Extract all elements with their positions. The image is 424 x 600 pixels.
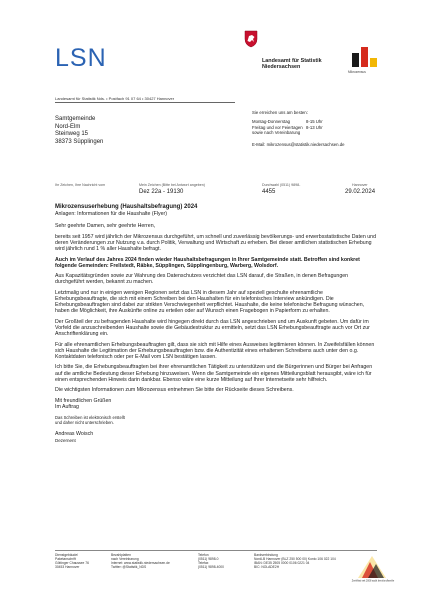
footer-divider [55,550,377,551]
attachment-note: Anlagen: Informationen für die Haushalte (Flyer) [55,211,168,218]
audit-badge-icon [351,552,395,583]
mikrozensus-logo [352,45,378,67]
contact-hours: Sie erreichen uns am besten: Montag-Donnerstag 8-15 Uhr Freitag und vor Feiertagen 8-13 Uhr sowie nach Vereinbarung E-Mail: mikrozensus@statistik.niedersachsen.de [252,110,345,147]
salutation: Sehr geehrte Damen, sehr geehrte Herren, [55,223,156,230]
bar-gold [370,58,377,67]
svg-text:Zertifikat seit 2008 audit ber: Zertifikat seit 2008 audit berufundfamilie [351,579,395,583]
footer-bank: Bankverbindung NordLB Hannover (BLZ 250 500 00) Konto 106 022 104 IBAN: DE35 2505 0000 0106 0221 04 BIC: NOLADE2H [254,553,336,570]
paragraph: Der Großteil der zu befragenden Haushalte wird hingegen direkt durch das LSN angeschrieben und um Auskunft gebeten. Um dafür im Vorfeld die anzuschreibenden Haushalte sowie die Gebäudestruktur zu ermitteln, setzt das LSN Erhebungsbeauftragte auch vor Ort zur Anschriftenklärung ein. [55,318,370,338]
paragraph: Letztmalig und nur in einigen wenigen Regionen setzt das LSN in diesem Jahr auf speziell geschulte ehrenamtliche Erhebungsbeauftragte, die sich mit einem Schreiben bei den Haushalten für ein telefonisches Interview ankündigen. Die Erhebungsbeauftragten sind dabei zur strikten Verschwiegenheit verpflichtet. Haushalte, die keine telefonische Befragung wünschen, haben die Möglichkeit, ihre Auskünfte online zu erteilen oder auf Wunsch einen Fragebogen in Papierform zu erhalten. [55,289,365,315]
phone-label: Durchwahl (0511) 9898- [262,183,301,187]
your-ref-label: Ihr Zeichen, Ihre Nachricht vom [55,183,106,187]
lsn-logo: LSN [55,44,107,72]
letter-subject: Mikrozensuserhebung (Haushaltsbefragung) 2024 [55,204,198,210]
phone-value: 4455 [262,189,276,195]
contact-email[interactable]: E-Mail: mikrozensus@statistik.niedersachsen.de [252,141,345,147]
hours-row: sowie nach Vereinbarung [252,130,301,136]
bar-black [352,53,359,67]
footer-address: Dienstgebäude/ Paketanschrift Göttinger Chaussee 76 30453 Hannover [55,553,89,570]
paragraph: Die wichtigsten Informationen zum Mikrozensus entnehmen Sie bitte der Rückseite dieses Schreibens. [55,387,294,394]
institution-name: Landesamt für Statistik Niedersachsen [262,58,322,71]
paragraph-highlight: Auch im Verlauf des Jahres 2024 finden wieder Haushaltsbefragungen in Ihrer Samtgemeinde statt. Betroffen sind konkret folgende Gemeinden: Frellstedt, Räbke, Süpplingen, Süpplingenburg, Warberg, Wolsdorf. [55,256,360,269]
mikrozensus-label: Mikrozensus [348,70,366,74]
footer-phone: Telefon (0511) 9898-0 Telefax (0511) 9898-4000 [198,553,224,570]
my-ref-label: Mein Zeichen (Bitte bei Antwort angeben) [139,183,205,187]
letter-date: 29.02.2024 [345,189,376,195]
bar-red [361,47,368,67]
paragraph: bereits seit 1957 wird jährlich der Mikrozensus durchgeführt, um schnell und zuverlässig bevölkerungs- und erwerbsstatistische Daten und deren Veränderungen zur Nutzung v.a. durch Politik, Verwaltung und Wirtschaft zu erheben. Bei dieser amtlichen statistischen Erhebung wird jährlich rund 1 % aller Haushalte befragt. [55,233,376,253]
my-ref-value: Dez 22a - 19130 [139,189,184,195]
paragraph: Aus Kapazitätsgründen sowie zur Wahrung des Datenschutzes verzichtet das LSN darauf, die Straßen, in denen Befragungen durchgeführt werden, bekannt zu machen. [55,273,349,286]
signer: Andreas Woisch Dezernent [55,431,94,443]
hours-row: Freitag und vor Feiertagen 8-13 Uhr [252,124,323,130]
sender-line: Landesamt für Statistik Nds. • Postfach 91 07 64 • 30427 Hannover [55,96,175,101]
sender-divider [55,102,235,103]
electronic-note: Das Schreiben ist elektronisch erstellt und daher nicht unterschrieben. [55,414,125,426]
lower-saxony-crest-icon [244,30,258,48]
recipient-address: Samtgemeinde Nord-Elm Steinweg 15 38373 Süpplingen [55,116,104,145]
city-label: Hannover [352,183,368,187]
footer-web: Bezahlplatten nach Vereinbarung Internet: www.statistik.niedersachsen.de Twitter: @Statistik_NDS [111,553,170,570]
paragraph: Für alle ehrenamtlichen Erhebungsbeauftragten gilt, dass sie sich mit Hilfe eines Ausweises legitimieren können. In Zweifelsfällen können sich Haushalte die Legitimation der Erhebungsbeauftragten bzw. die Authentizität eines erhaltenen Schreibens auch unter den o.g. Kontaktdaten telefonisch oder per E-Mail vom LSN bestätigen lassen. [55,341,375,360]
hours-row: Montag-Donnerstag 8-15 Uhr [252,119,323,125]
paragraph: Ich bitte Sie, die Erhebungsbeauftragten bei ihrer ehrenamtlichen Tätigkeit zu unterstützen und die Bürgerinnen und Bürger bei Anfragen auf die amtliche Bedeutung dieser Erhebung hinzuweisen. Wenn die Samtgemeinde ein eigenes Mitteilungsblatt herausgibt, wäre ich für einen entsprechenden Hinweis darin dankbar. Ebenso wäre eine kurze Mitteilung auf Ihrer Internetseite sehr hilfreich. [55,364,373,383]
closing: Mit freundlichen Grüßen Im Auftrag [55,397,112,410]
letter-body [55,204,377,444]
